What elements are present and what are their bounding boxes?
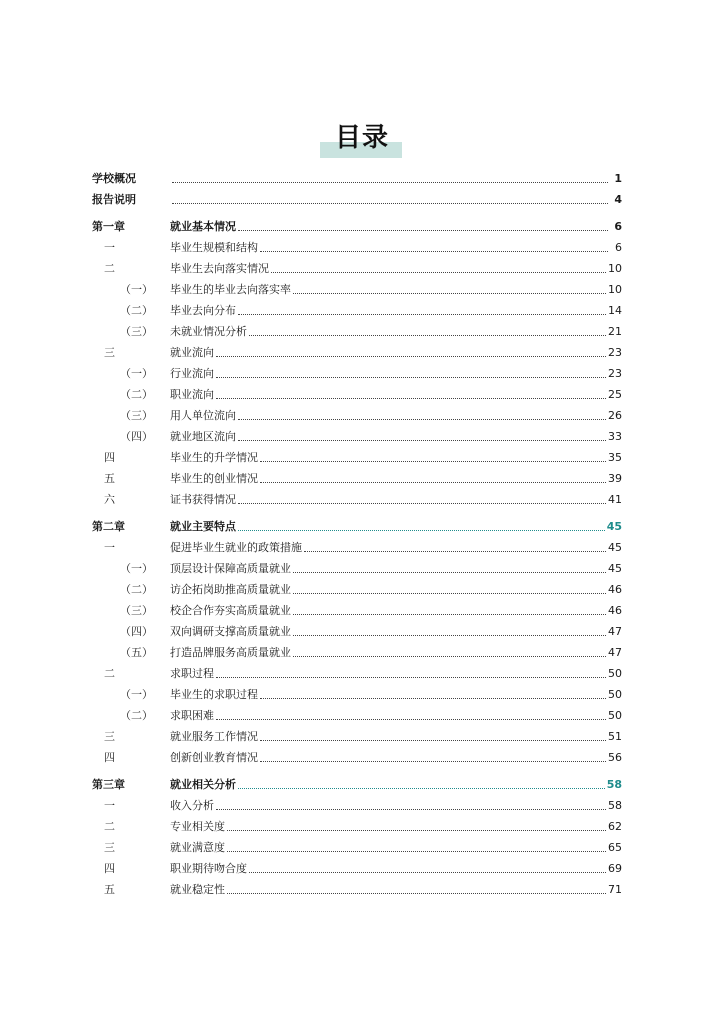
toc-entry[interactable] [92, 258, 622, 279]
toc-entry[interactable] [92, 684, 622, 705]
toc-entry-number: （五） [120, 646, 153, 659]
toc-entry-title: 用人单位流向 [170, 409, 236, 422]
toc-leader-dots [293, 635, 606, 636]
toc-entry-number: 四 [104, 751, 115, 764]
toc-leader-dots [227, 893, 606, 894]
toc-leader-dots [293, 656, 606, 657]
toc-leader-dots [238, 530, 605, 531]
toc-entry-page: 65 [608, 841, 622, 854]
toc-entry-number: 二 [104, 262, 115, 275]
toc-entry-title: 促进毕业生就业的政策措施 [170, 541, 302, 554]
toc-entry-title: 校企合作夯实高质量就业 [170, 604, 291, 617]
toc-entry-page: 41 [608, 493, 622, 506]
toc-leader-dots [216, 398, 606, 399]
toc-leader-dots [249, 872, 606, 873]
toc-leader-dots [293, 593, 606, 594]
toc-entry-title: 顶层设计保障高质量就业 [170, 562, 291, 575]
toc-entry-title: 毕业生的创业情况 [170, 472, 258, 485]
toc-entry-page: 47 [608, 625, 622, 638]
toc-entry-title: 求职过程 [170, 667, 214, 680]
toc-entry-page: 56 [608, 751, 622, 764]
toc-entry-title: 毕业生的求职过程 [170, 688, 258, 701]
toc-leader-dots [227, 851, 606, 852]
toc-entry-page: 6 [615, 241, 622, 254]
toc-entry-page: 26 [608, 409, 622, 422]
toc-entry-title: 就业服务工作情况 [170, 730, 258, 743]
toc-entry-number: 二 [104, 820, 115, 833]
toc-entry-number: （一） [120, 688, 153, 701]
toc-entry[interactable] [92, 468, 622, 489]
toc-entry-number: 四 [104, 451, 115, 464]
toc-entry-title: 证书获得情况 [170, 493, 236, 506]
toc-entry-number: （三） [120, 325, 153, 338]
toc-leader-dots [271, 272, 606, 273]
toc-entry[interactable] [92, 216, 622, 237]
toc-entry-page: 25 [608, 388, 622, 401]
toc-entry-page: 10 [608, 283, 622, 296]
toc-entry-number: 一 [104, 241, 115, 254]
toc-leader-dots [238, 230, 608, 231]
toc-entry-title: 职业期待吻合度 [170, 862, 247, 875]
toc-entry-title: 专业相关度 [170, 820, 225, 833]
toc-entry-number: 四 [104, 862, 115, 875]
toc-entry-page: 50 [608, 709, 622, 722]
toc-entry[interactable] [92, 774, 622, 795]
toc-entry-title: 创新创业教育情况 [170, 751, 258, 764]
toc-entry[interactable] [92, 879, 622, 900]
toc-leader-dots [260, 251, 608, 252]
toc-entry-number: 一 [104, 799, 115, 812]
toc-entry-title: 收入分析 [170, 799, 214, 812]
toc-entry-title: 就业主要特点 [170, 520, 236, 533]
toc-entry[interactable] [92, 342, 622, 363]
toc-entry-title: 就业基本情况 [170, 220, 236, 233]
toc-entry[interactable] [92, 168, 622, 189]
toc-entry-title: 毕业生规模和结构 [170, 241, 258, 254]
toc-leader-dots [260, 482, 606, 483]
toc-entry-page: 50 [608, 688, 622, 701]
toc-entry[interactable] [92, 516, 622, 537]
toc-entry[interactable] [92, 189, 622, 210]
toc-entry-title: 毕业去向分布 [170, 304, 236, 317]
toc-entry[interactable] [92, 537, 622, 558]
toc-entry-title: 职业流向 [170, 388, 214, 401]
toc-entry-page: 50 [608, 667, 622, 680]
toc-leader-dots [260, 761, 606, 762]
toc-entry-number: （四） [120, 430, 153, 443]
toc-leader-dots [260, 740, 606, 741]
toc-leader-dots [249, 335, 606, 336]
toc-entry[interactable] [92, 621, 622, 642]
toc-entry-title: 毕业生去向落实情况 [170, 262, 269, 275]
toc-entry-page: 14 [608, 304, 622, 317]
toc-entry[interactable] [92, 837, 622, 858]
toc-entry-page: 39 [608, 472, 622, 485]
toc-entry-number: 报告说明 [92, 193, 136, 206]
toc-entry[interactable] [92, 279, 622, 300]
toc-entry-number: （四） [120, 625, 153, 638]
toc-entry[interactable] [92, 816, 622, 837]
toc-leader-dots [304, 551, 606, 552]
toc-entry[interactable] [92, 858, 622, 879]
toc-entry-page: 71 [608, 883, 622, 896]
toc-entry[interactable] [92, 558, 622, 579]
toc-entry-number: （三） [120, 409, 153, 422]
toc-leader-dots [216, 719, 606, 720]
toc-entry-number: （一） [120, 283, 153, 296]
toc-entry[interactable] [92, 705, 622, 726]
toc-leader-dots [227, 830, 606, 831]
toc-leader-dots [238, 788, 605, 789]
toc-entry-title: 就业地区流向 [170, 430, 236, 443]
toc-entry-page: 4 [614, 193, 622, 206]
table-of-contents [92, 168, 622, 900]
toc-leader-dots [260, 698, 606, 699]
toc-entry[interactable] [92, 642, 622, 663]
toc-entry-number: 第三章 [92, 778, 125, 791]
toc-entry-number: （二） [120, 709, 153, 722]
toc-entry-page: 33 [608, 430, 622, 443]
toc-entry-number: 三 [104, 841, 115, 854]
toc-entry-page: 46 [608, 604, 622, 617]
toc-entry[interactable] [92, 489, 622, 510]
toc-entry-page: 45 [608, 541, 622, 554]
toc-entry-title: 就业流向 [170, 346, 214, 359]
toc-entry-number: 二 [104, 667, 115, 680]
toc-leader-dots [238, 419, 606, 420]
toc-entry-title: 求职困难 [170, 709, 214, 722]
toc-entry-title: 毕业生的升学情况 [170, 451, 258, 464]
toc-entry[interactable] [92, 795, 622, 816]
toc-entry-number: 三 [104, 730, 115, 743]
toc-entry-page: 51 [608, 730, 622, 743]
toc-entry[interactable] [92, 384, 622, 405]
toc-leader-dots [260, 461, 606, 462]
toc-entry-title: 就业相关分析 [170, 778, 236, 791]
toc-entry-title: 就业稳定性 [170, 883, 225, 896]
page-title: 目录 [334, 123, 389, 153]
title-block [0, 121, 724, 161]
toc-entry-title: 就业满意度 [170, 841, 225, 854]
toc-entry[interactable] [92, 237, 622, 258]
toc-entry-page: 62 [608, 820, 622, 833]
toc-entry-number: 五 [104, 883, 115, 896]
toc-entry-number: 一 [104, 541, 115, 554]
toc-entry-number: （一） [120, 562, 153, 575]
toc-entry-number: （一） [120, 367, 153, 380]
toc-leader-dots [216, 356, 606, 357]
toc-entry-number: （二） [120, 388, 153, 401]
toc-leader-dots [172, 182, 608, 183]
toc-entry-title: 未就业情况分析 [170, 325, 247, 338]
toc-entry-number: （三） [120, 604, 153, 617]
toc-entry-page: 45 [606, 520, 622, 533]
toc-entry-page: 35 [608, 451, 622, 464]
toc-entry-number: （二） [120, 583, 153, 596]
toc-entry-page: 46 [608, 583, 622, 596]
toc-leader-dots [238, 314, 606, 315]
toc-leader-dots [216, 677, 606, 678]
toc-entry[interactable] [92, 405, 622, 426]
toc-entry-page: 47 [608, 646, 622, 659]
toc-entry[interactable] [92, 300, 622, 321]
toc-leader-dots [238, 440, 606, 441]
toc-entry[interactable] [92, 579, 622, 600]
toc-entry-number: （二） [120, 304, 153, 317]
toc-entry-page: 1 [614, 172, 622, 185]
toc-entry-title: 双向调研支撑高质量就业 [170, 625, 291, 638]
toc-entry-title: 毕业生的毕业去向落实率 [170, 283, 291, 296]
toc-leader-dots [172, 203, 608, 204]
toc-entry[interactable] [92, 321, 622, 342]
toc-entry-number: 学校概况 [92, 172, 136, 185]
toc-entry-page: 23 [608, 346, 622, 359]
toc-entry-number: 三 [104, 346, 115, 359]
toc-entry-page: 23 [608, 367, 622, 380]
toc-leader-dots [216, 377, 606, 378]
toc-entry-number: 六 [104, 493, 115, 506]
toc-entry-number: 第二章 [92, 520, 125, 533]
toc-leader-dots [216, 809, 606, 810]
toc-entry[interactable] [92, 726, 622, 747]
toc-entry-page: 58 [606, 778, 622, 791]
toc-entry-number: 五 [104, 472, 115, 485]
toc-entry-title: 访企拓岗助推高质量就业 [170, 583, 291, 596]
toc-entry[interactable] [92, 447, 622, 468]
toc-entry-page: 21 [608, 325, 622, 338]
toc-entry-number: 第一章 [92, 220, 125, 233]
toc-leader-dots [293, 572, 606, 573]
toc-entry[interactable] [92, 747, 622, 768]
toc-entry-page: 45 [608, 562, 622, 575]
toc-entry-title: 打造品牌服务高质量就业 [170, 646, 291, 659]
toc-entry[interactable] [92, 600, 622, 621]
toc-leader-dots [238, 503, 606, 504]
toc-entry-page: 58 [608, 799, 622, 812]
toc-entry[interactable] [92, 363, 622, 384]
toc-leader-dots [293, 614, 606, 615]
toc-leader-dots [293, 293, 606, 294]
toc-entry[interactable] [92, 426, 622, 447]
toc-entry[interactable] [92, 663, 622, 684]
toc-entry-title: 行业流向 [170, 367, 214, 380]
toc-entry-page: 6 [614, 220, 622, 233]
toc-entry-page: 69 [608, 862, 622, 875]
toc-entry-page: 10 [608, 262, 622, 275]
